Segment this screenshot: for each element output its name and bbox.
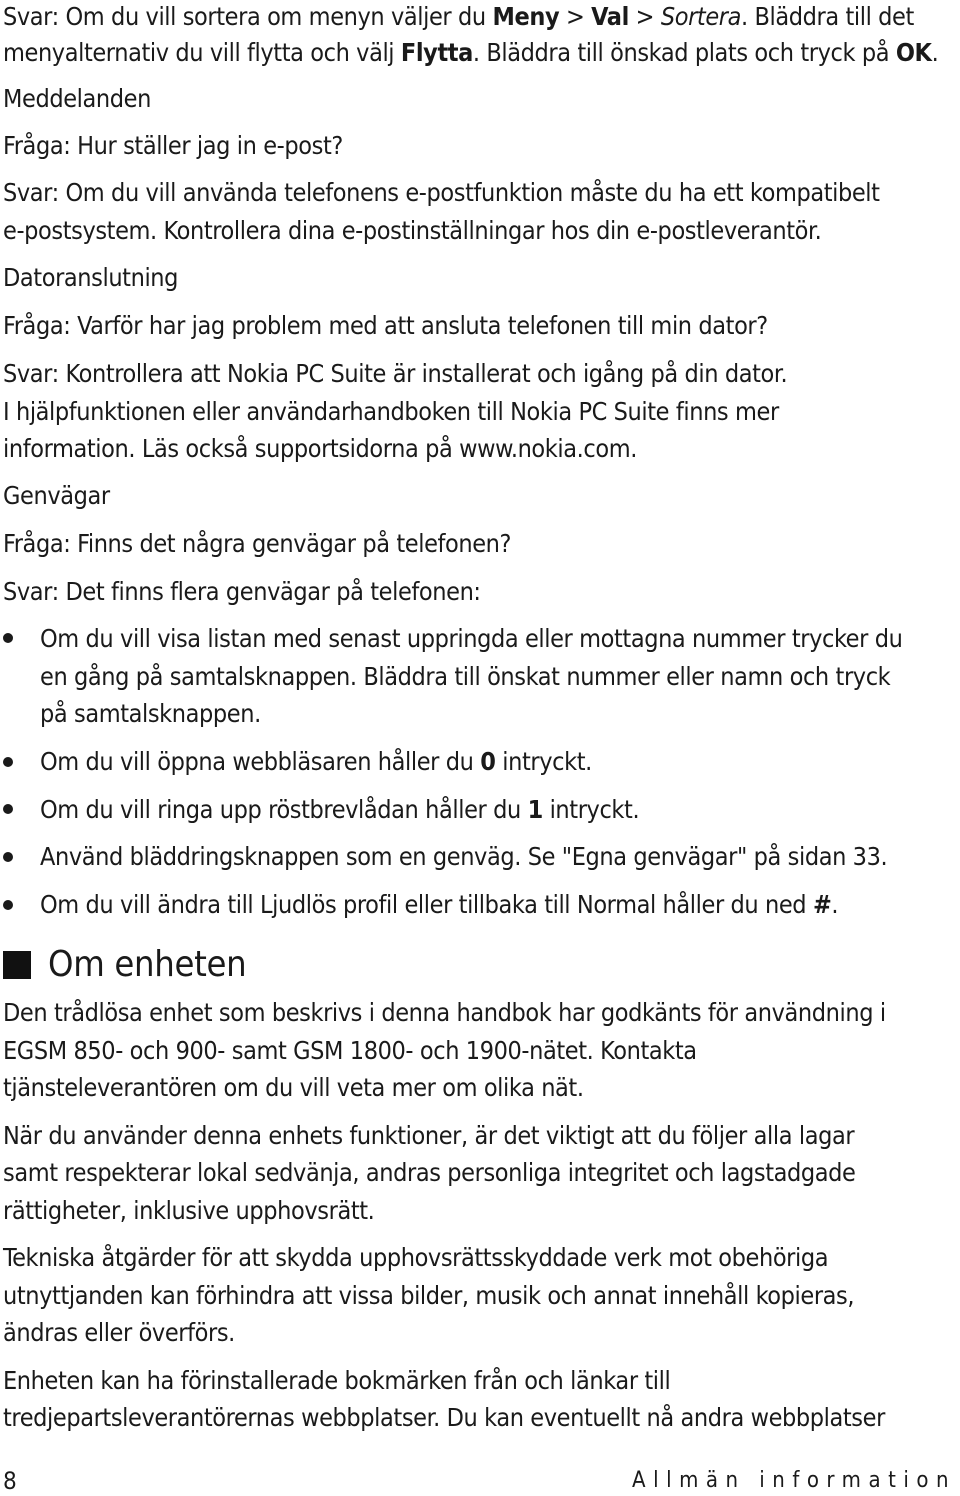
about-p3-line-1: Tekniska åtgärder för att skydda upphovsrättsskyddade verk mot obehöriga <box>3 1243 829 1272</box>
sort-answer-line-2: menyalternativ du vill flytta och välj Flytta. Bläddra till önskad plats och tryck på OK. <box>3 38 939 67</box>
messages-question: Fråga: Hur ställer jag in e-post? <box>3 131 343 160</box>
about-p4-line-2: tredjepartsleverantörernas webbplatser. Du kan eventuellt nå andra webbplatser <box>3 1403 885 1432</box>
bullet-dot <box>3 757 13 767</box>
page-number: 8 <box>3 1467 17 1495</box>
about-p3-line-2: utnyttjanden kan förhindra att vissa bilder, musik och annat innehåll kopieras, <box>3 1281 855 1310</box>
shortcuts-answer: Svar: Det finns flera genvägar på telefonen: <box>3 577 481 606</box>
pc-answer-line-3: information. Läs också supportsidorna på www.nokia.com. <box>3 434 637 463</box>
running-footer-title: Allmän information <box>632 1468 956 1493</box>
about-p1-line-1: Den trådlösa enhet som beskrivs i denna handbok har godkänts för användning i <box>3 998 886 1027</box>
shortcuts-question: Fråga: Finns det några genvägar på telefonen? <box>3 529 512 558</box>
section-heading: Om enheten <box>48 944 247 985</box>
shortcut-item-4: Använd bläddringsknappen som en genväg. Se "Egna genvägar" på sidan 33. <box>40 842 888 871</box>
shortcut-item-2: Om du vill öppna webbläsaren håller du 0 intryckt. <box>40 747 592 776</box>
shortcut-item-1-line-2: en gång på samtalsknappen. Bläddra till önskat nummer eller namn och tryck <box>40 662 891 691</box>
shortcut-item-1-line-1: Om du vill visa listan med senast uppringda eller mottagna nummer trycker du <box>40 624 903 653</box>
bullet-dot <box>3 900 13 910</box>
pc-heading: Datoranslutning <box>3 263 179 292</box>
pc-question: Fråga: Varför har jag problem med att ansluta telefonen till min dator? <box>3 311 768 340</box>
shortcuts-heading: Genvägar <box>3 481 110 510</box>
about-p1-line-2: EGSM 850- och 900- samt GSM 1800- och 1900-nätet. Kontakta <box>3 1036 697 1065</box>
bullet-dot <box>3 852 13 862</box>
about-p2-line-1: När du använder denna enhets funktioner, är det viktigt att du följer alla lagar <box>3 1121 855 1150</box>
bullet-dot <box>3 804 13 814</box>
sort-answer-line-1: Svar: Om du vill sortera om menyn väljer du Meny > Val > Sortera. Bläddra till det <box>3 2 914 31</box>
bullet-dot <box>3 633 13 643</box>
messages-answer-line-1: Svar: Om du vill använda telefonens e-postfunktion måste du ha ett kompatibelt <box>3 178 880 207</box>
messages-answer-line-2: e-postsystem. Kontrollera dina e-postinställningar hos din e-postleverantör. <box>3 216 822 245</box>
about-p4-line-1: Enheten kan ha förinstallerade bokmärken från och länkar till <box>3 1366 671 1395</box>
about-p2-line-2: samt respekterar lokal sedvänja, andras personliga integritet och lagstadgade <box>3 1158 856 1187</box>
shortcut-item-1-line-3: på samtalsknappen. <box>40 699 261 728</box>
about-p2-line-3: rättigheter, inklusive upphovsrätt. <box>3 1196 375 1225</box>
pc-answer-line-2: I hjälpfunktionen eller användarhandboken till Nokia PC Suite finns mer <box>3 397 779 426</box>
about-p3-line-3: ändras eller överförs. <box>3 1318 235 1347</box>
shortcut-item-3: Om du vill ringa upp röstbrevlådan håller du 1 intryckt. <box>40 795 640 824</box>
about-p1-line-3: tjänsteleverantören om du vill veta mer om olika nät. <box>3 1073 584 1102</box>
section-square-icon <box>3 951 31 979</box>
shortcut-item-5: Om du vill ändra till Ljudlös profil eller tillbaka till Normal håller du ned #. <box>40 890 839 919</box>
messages-heading: Meddelanden <box>3 84 151 113</box>
pc-answer-line-1: Svar: Kontrollera att Nokia PC Suite är installerat och igång på din dator. <box>3 359 788 388</box>
